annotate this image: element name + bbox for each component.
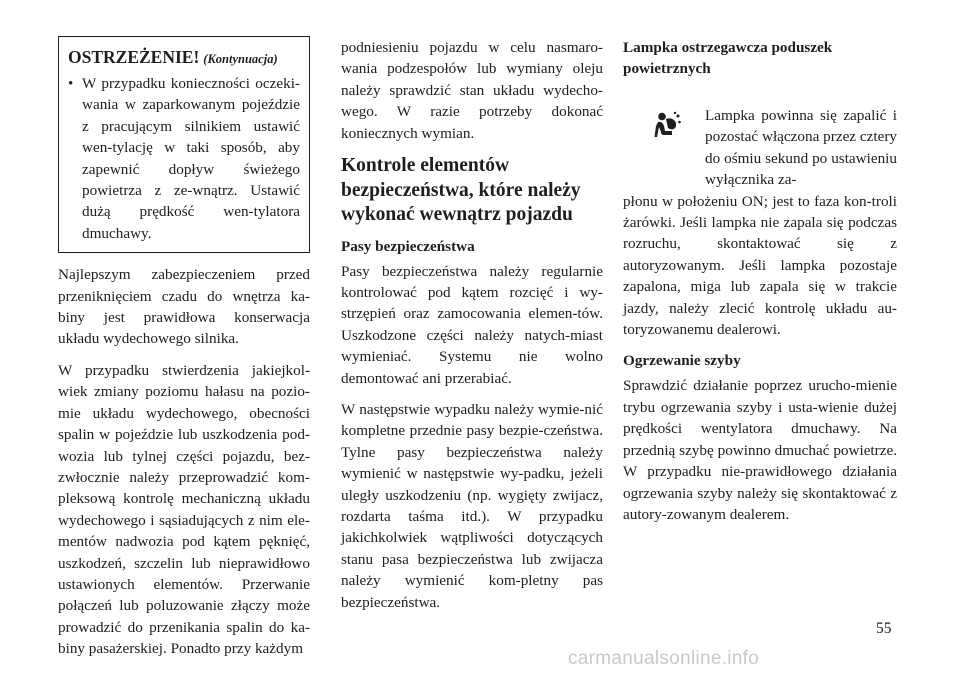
paragraph: W następstwie wypadku należy wymie-nić kompletne przednie pasy bezpie-czeństwa. Tylne pasy bezpieczeństwa należy wymienić w następstwie wy-padku, jeżeli uległy uszkodzeniu (np. wygięty zwijacz, rozdarta taśma itd.). W przypadku jakichkolwiek wątpliwości dotyczących stanu pasa bezpieczeństwa lub zwijacza należy wymienić kom-pletny pas bezpieczeństwa. (341, 400, 603, 611)
watermark: carmanualsonline.info (568, 648, 760, 669)
airbag-block (623, 105, 897, 191)
airbag-indented-text: Lampka powinna się zapalić i pozostać włączona przez cztery do ośmiu sekund po ustawieniu wyłącznika za- (705, 107, 897, 189)
subheading: Lampka ostrzegawcza poduszek powietrznych (623, 39, 833, 77)
paragraph: W przypadku stwierdzenia jakiejkol-wiek zmiany poziomu hałasu na pozio-mie układu wydechowego, obecności spalin w pojeździe lub uszkodzenia pod-wozia lub tylnej części pojazdu, bez-zwłocznie należy przeprowadzić kom-pleksową kontrolę mechaniczną układu wydechowego i sąsiadujących z nim ele-mentów nadwozia pod kątem pęknięć, uszkodzeń, szczelin lub nieprawidłowo ustawionych elementów. Przerwanie połączeń lub poluzowanie złączy może prowadzić do przenikania spalin do ka-biny pasażerskiej. Ponadto przy każdym (58, 361, 310, 658)
paragraph: Pasy bezpieczeństwa należy regularnie kontrolować pod kątem rozcięć i wy-strzępień oraz zamocowania elemen-tów. Uszkodzone części należy natych-miast wymieniać. Systemu nie wolno demontować ani przerabiać. (341, 262, 603, 387)
warning-item-text: W przypadku konieczności oczeki-wania w zaparkowanym pojeździe z pracującym silnikiem ustawić wen-tylację w taki sposób, aby zapewnić dopływ świeżego powietrza z ze-wnątrz. Ustawić dużą prędkość wen-tylatora dmuchawy. (82, 75, 300, 242)
warning-heading (68, 45, 300, 71)
paragraph: podniesieniu pojazdu w celu nasmaro-wania podzespołów lub wymiany oleju należy sprawdzić stan układu wydecho-wego. W razie potrzeby dokonać koniecznych wymian. (341, 39, 603, 142)
warning-list-item (68, 73, 300, 244)
subheading: Ogrzewanie szyby (623, 352, 741, 370)
paragraph: płonu w położeniu ON; jest to faza kon-troli żarówki. Jeśli lampka nie zapala się podczas rozruchu, skontaktować się z autoryzowanym. Jeśli lampka pozostaje zapalona, miga lub zapala się w trakcie jazdy, należy zlecić kontrolę układu au-toryzowanemu dealerowi. (623, 192, 897, 339)
subheading: Pasy bezpieczeństwa (341, 237, 475, 255)
warning-title: OSTRZEŻENIE! (68, 47, 200, 67)
middle-column (341, 37, 603, 623)
left-column (58, 36, 310, 670)
page-number: 55 (876, 620, 892, 637)
warning-continued: (Kontynuacja) (203, 52, 278, 66)
section-title: Kontrole elementów bezpieczeństwa, które należy wykonać wewnątrz pojazdu (341, 155, 581, 226)
bullet: • (68, 75, 74, 92)
airbag-warning-icon (653, 111, 681, 143)
paragraph: Sprawdzić działanie poprzez urucho-mienie trybu ogrzewania szyby i usta-wienie dużej prędkości wentylatora dmuchawy. Na przednią szybę powinno dmuchać powietrze. W przypadku nie-prawidłowego działania ogrzewania szyby należy się skontaktować z autory-zowanym dealerem. (623, 377, 897, 523)
right-column (623, 37, 897, 535)
warning-box (58, 36, 310, 253)
paragraph: Najlepszym zabezpieczeniem przed przeniknięciem czadu do wnętrza ka-biny jest prawidłowa konserwacja układu wydechowego silnika. (58, 266, 310, 348)
